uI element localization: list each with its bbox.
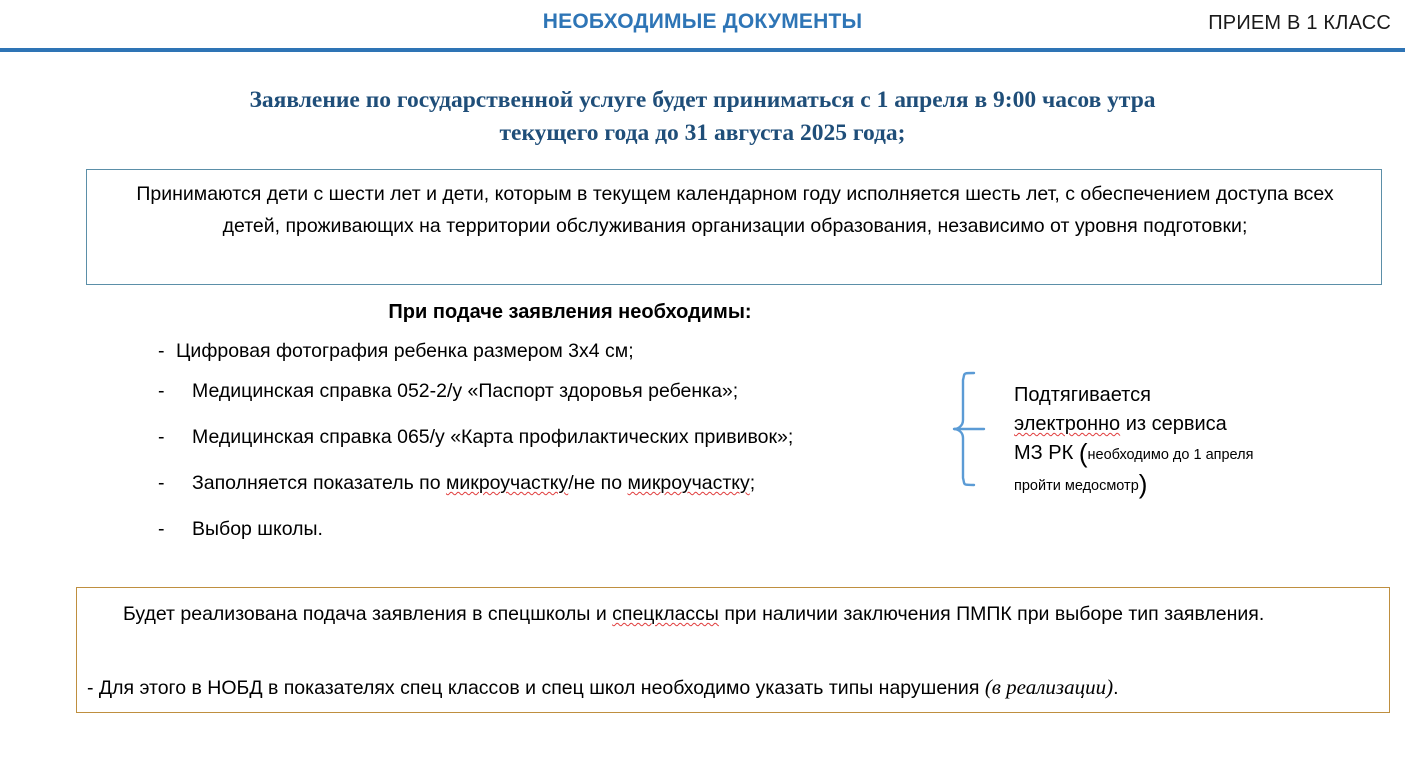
annotation-line-2 [1014, 410, 1344, 439]
spellcheck-word: микроучастку [445, 472, 569, 494]
curly-brace-icon [952, 370, 1014, 488]
spellcheck-word: электронно [1014, 413, 1121, 435]
notice-callout-box [76, 587, 1390, 713]
paren-open: ( [1078, 438, 1088, 468]
subtitle-line-2: текущего года до 31 августа 2025 года; [499, 120, 906, 146]
list-bullet-dash: - [158, 518, 165, 540]
list-bullet-dash: - [158, 426, 165, 448]
list-item [158, 472, 988, 518]
header-divider [0, 48, 1405, 52]
subtitle-block [140, 84, 1265, 150]
annotation-note-line-2: пройти медосмотр [1014, 478, 1139, 494]
list-item [158, 340, 988, 380]
annotation-note-line-1: необходимо до 1 апреля [1087, 447, 1254, 463]
list-item-label: Выбор школы. [192, 518, 323, 540]
list-item-label: Медицинская справка 052-2/у «Паспорт здоровья ребенка»; [192, 380, 739, 402]
list-item-text-post: ; [749, 472, 756, 494]
notice-p1-post: при наличии заключения ПМПК при выборе тип заявления. [718, 603, 1265, 625]
intro-callout-text: Принимаются дети с шести лет и дети, которым в текущем календарном году исполняется шесть лет, с обеспечением доступа всех детей, проживающих на территории обслуживания организации образования, независимо от уровня подготовки; [136, 183, 1334, 237]
requirements-list [158, 340, 988, 564]
notice-status-italic: (в реализации) [984, 675, 1114, 699]
annotation-ministry-label: МЗ РК [1014, 442, 1079, 464]
annotation-line-2-rest: из сервиса [1120, 413, 1227, 435]
list-item-label [192, 472, 755, 495]
annotation-text [1014, 381, 1344, 501]
list-bullet-dash: - [158, 380, 165, 402]
annotation-line-3 [1014, 439, 1344, 470]
requirements-heading: При подаче заявления необходимы: [388, 301, 752, 323]
list-item-label: Цифровая фотография ребенка размером 3х4 см; [176, 340, 634, 362]
page-title: НЕОБХОДИМЫЕ ДОКУМЕНТЫ [542, 10, 863, 33]
list-item [158, 426, 988, 472]
list-item-text-mid: /не по [568, 472, 628, 494]
list-item [158, 518, 988, 564]
notice-paragraph-1 [87, 596, 1385, 632]
list-bullet-dash: - [158, 472, 165, 494]
paren-close: ) [1138, 469, 1148, 499]
annotation-line-4 [1014, 470, 1344, 501]
list-item-label: Медицинская справка 065/у «Карта профилактических прививок»; [192, 426, 794, 448]
intro-callout-box [86, 169, 1382, 285]
list-item-text-pre: Заполняется показатель по [192, 472, 446, 494]
list-item [158, 380, 988, 426]
subtitle-line-1: Заявление по государственной услуге будет приниматься с 1 апреля в 9:00 часов утра [249, 87, 1156, 113]
notice-p1-pre: Будет реализована подача заявления в спецшколы и [123, 603, 613, 625]
list-bullet-dash: - [158, 340, 165, 362]
spellcheck-word: микроучастку [627, 472, 750, 494]
header-section-label: ПРИЕМ В 1 КЛАСС [1208, 12, 1391, 34]
slide-header [0, 0, 1405, 54]
notice-p2-post: . [1113, 677, 1119, 699]
annotation-line-1: Подтягивается [1014, 384, 1151, 406]
spellcheck-word: спецклассы [612, 603, 719, 625]
notice-p2-pre: - Для этого в НОБД в показателях спец классов и спец школ необходимо указать типы нарушения [87, 677, 985, 699]
notice-paragraph-2 [87, 674, 1385, 701]
